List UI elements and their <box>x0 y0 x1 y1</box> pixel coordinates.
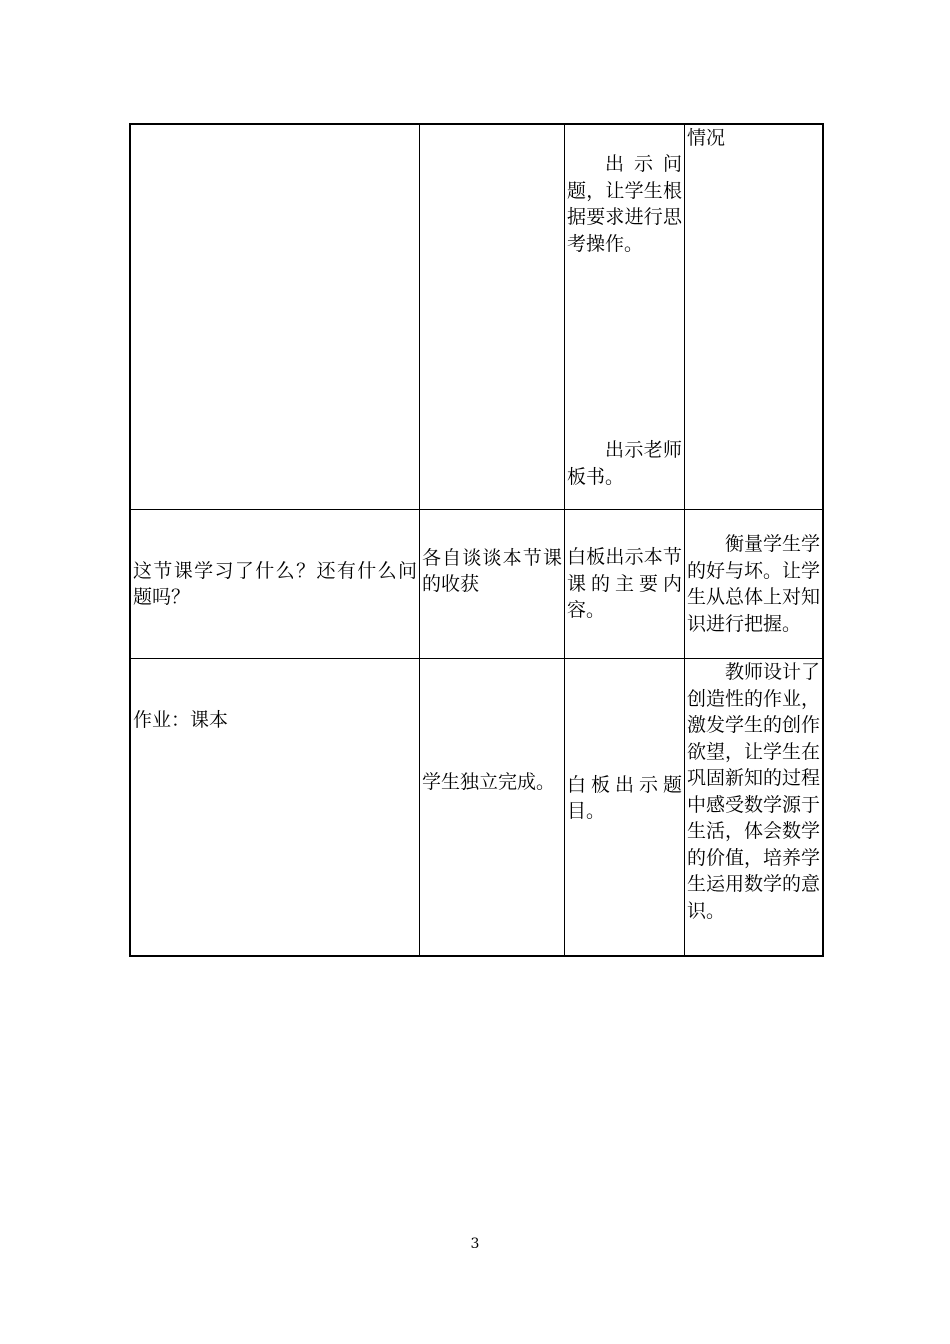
table-row <box>130 510 823 659</box>
activity-text: 这节课学习了什么？还有什么问题吗？ <box>133 559 417 608</box>
lesson-plan-table <box>129 123 824 957</box>
intent-cell <box>685 510 824 659</box>
intent-text: 教师设计了创造性的作业，激发学生的创作欲望，让学生在巩固新知的过程中感受数学源于生活，体会数学的价值，培养学生运用数学的意识。 <box>687 661 821 922</box>
student-cell <box>420 510 565 659</box>
teacher-cell <box>565 510 685 659</box>
intent-cell <box>685 659 824 957</box>
teacher-text: 白板出示本节课的主要内容。 <box>567 546 682 622</box>
student-text: 学生独立完成。 <box>422 771 556 793</box>
table-row <box>130 124 823 510</box>
intent-note: 情况 <box>687 127 726 149</box>
student-text: 各自谈谈本节课的收获 <box>422 546 562 595</box>
student-cell <box>420 659 565 957</box>
intent-cell <box>685 124 824 510</box>
teacher-note: 出示老师板书。 <box>567 439 682 488</box>
teacher-cell <box>565 124 685 510</box>
activity-cell <box>130 510 420 659</box>
activity-cell <box>130 659 420 957</box>
intent-text: 衡量学生学的好与坏。让学生从总体上对知识进行把握。 <box>687 533 821 635</box>
activity-text: 作业：课本 <box>133 709 229 731</box>
activity-cell <box>130 124 420 510</box>
teacher-text: 白板出示题目。 <box>567 773 682 822</box>
teacher-cell <box>565 659 685 957</box>
student-cell <box>420 124 565 510</box>
teacher-note: 出示问题，让学生根据要求进行思考操作。 <box>567 153 682 255</box>
page-number: 3 <box>470 1236 480 1252</box>
table-row <box>130 659 823 957</box>
